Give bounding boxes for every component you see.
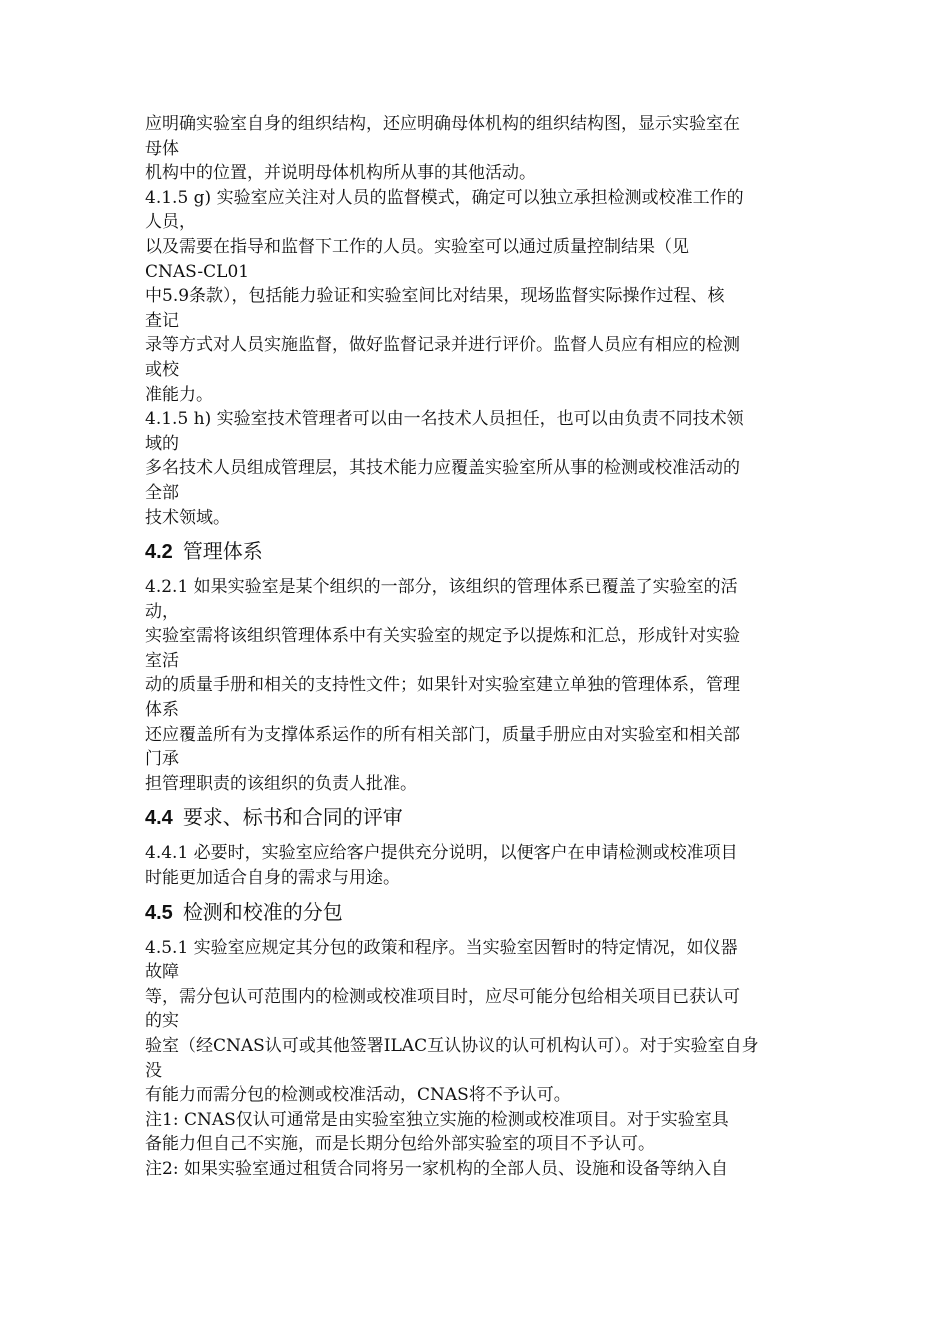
text-line: CNAS-CL01 <box>145 261 250 282</box>
text-line: 母体 <box>145 138 179 159</box>
text-line: 准能力。 <box>145 384 213 405</box>
text-line: 全部 <box>145 482 179 503</box>
text-line: 4.5.1 实验室应规定其分包的政策和程序。当实验室因暂时的特定情况，如仪器 <box>145 937 738 958</box>
section-number: 4.5 <box>145 901 173 924</box>
text-line: 4.4.1 必要时，实验室应给客户提供充分说明，以便客户在申请检测或校准项目 <box>145 843 738 864</box>
text-line: 动的质量手册和相关的支持性文件；如果针对实验室建立单独的管理体系，管理 <box>145 675 740 696</box>
document-page <box>145 112 810 1182</box>
text-line: 以及需要在指导和监督下工作的人员。实验室可以通过质量控制结果（见 <box>145 236 689 257</box>
text-line: 查记 <box>145 310 179 331</box>
section-title: 管理体系 <box>182 539 263 564</box>
paragraph-management-system <box>145 575 810 796</box>
text-line: 4.1.5 g) 实验室应关注对人员的监督模式，确定可以独立承担检测或校准工作的 <box>145 187 744 208</box>
text-line: 门承 <box>145 749 179 770</box>
text-line: 4.2.1 如果实验室是某个组织的一部分，该组织的管理体系已覆盖了实验室的活 <box>145 577 738 598</box>
text-line: 实验室需将该组织管理体系中有关实验室的规定予以提炼和汇总，形成针对实验 <box>145 626 740 647</box>
section-heading-4-4 <box>145 802 810 833</box>
paragraph-contract-review <box>145 841 810 890</box>
text-line: 时能更加适合自身的需求与用途。 <box>145 868 400 889</box>
section-number: 4.2 <box>145 541 173 564</box>
section-heading-4-5 <box>145 897 810 928</box>
text-line: 验室（经CNAS认可或其他签署ILAC互认协议的认可机构认可）。对于实验室自身 <box>145 1036 759 1056</box>
text-line: 动， <box>145 601 179 622</box>
text-line: 还应覆盖所有为支撑体系运作的所有相关部门，质量手册应由对实验室和相关部 <box>145 724 740 745</box>
paragraph-organization-structure <box>145 112 810 530</box>
text-line: 多名技术人员组成管理层，其技术能力应覆盖实验室所从事的检测或校准活动的 <box>145 458 740 479</box>
text-line: 等，需分包认可范围内的检测或校准项目时，应尽可能分包给相关项目已获认可 <box>145 986 740 1007</box>
text-line: 有能力而需分包的检测或校准活动，CNAS将不予认可。 <box>145 1085 571 1106</box>
text-line: 4.1.5 h) 实验室技术管理者可以由一名技术人员担任，也可以由负责不同技术领 <box>145 409 744 430</box>
note-line: 注1: CNAS仅认可通常是由实验室独立实施的检测或校准项目。对于实验室具 <box>145 1109 729 1130</box>
text-line: 人员， <box>145 212 196 233</box>
text-line: 录等方式对人员实施监督，做好监督记录并进行评价。监督人员应有相应的检测 <box>145 335 740 356</box>
text-line: 室活 <box>145 650 179 671</box>
text-line: 域的 <box>145 433 179 454</box>
section-title: 检测和校准的分包 <box>182 899 343 924</box>
note-line: 注2: 如果实验室通过租赁合同将另一家机构的全部人员、设施和设备等纳入自 <box>145 1158 728 1179</box>
text-line: 担管理职责的该组织的负责人批准。 <box>145 773 417 794</box>
text-line: 或校 <box>145 359 179 380</box>
text-line: 体系 <box>145 700 179 721</box>
note-line: 备能力但自己不实施，而是长期分包给外部实验室的项目不予认可。 <box>145 1134 655 1155</box>
text-line: 应明确实验室自身的组织结构，还应明确母体机构的组织结构图，显示实验室在 <box>145 114 740 134</box>
text-line: 故障 <box>145 962 179 983</box>
paragraph-subcontracting <box>145 936 810 1182</box>
text-line: 技术领域。 <box>145 507 230 528</box>
section-heading-4-2 <box>145 536 810 567</box>
text-line: 的实 <box>145 1011 179 1032</box>
text-line: 没 <box>145 1060 162 1081</box>
section-number: 4.4 <box>145 807 173 830</box>
text-line: 机构中的位置，并说明母体机构所从事的其他活动。 <box>145 163 536 184</box>
section-title: 要求、标书和合同的评审 <box>182 805 403 830</box>
text-line: 中5.9条款），包括能力验证和实验室间比对结果，现场监督实际操作过程、核 <box>145 286 725 307</box>
